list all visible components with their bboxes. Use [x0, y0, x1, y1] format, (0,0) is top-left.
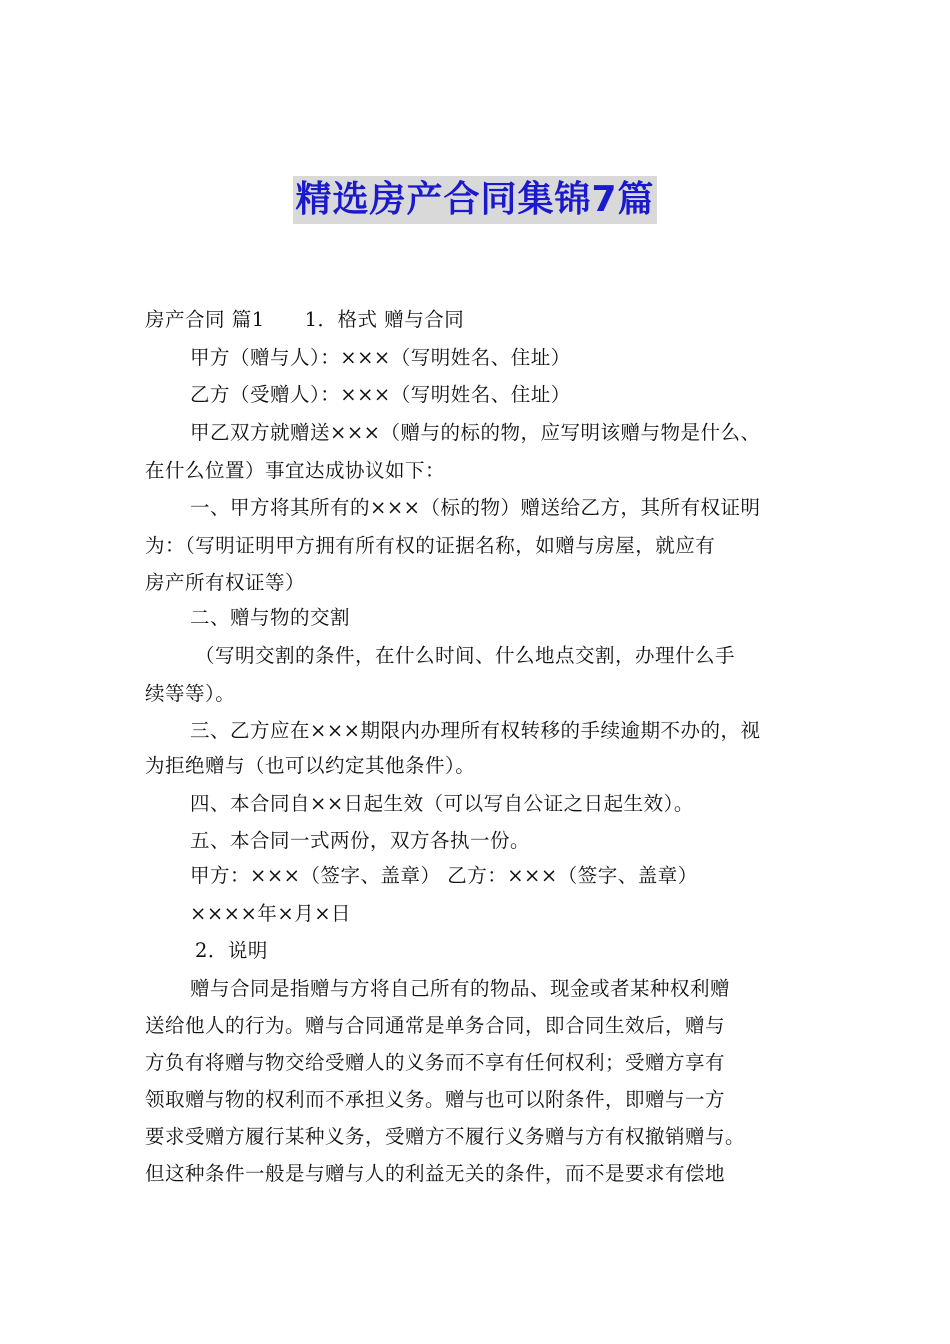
paragraph-line: 乙方（受赠人）：×××（写明姓名、住址） — [190, 383, 571, 406]
paragraph-line: 五、本合同一式两份，双方各执一份。 — [190, 829, 531, 852]
section-heading: 房产合同 篇1 — [145, 308, 265, 331]
paragraph-line: （写明交割的条件，在什么时间、什么地点交割，办理什么手 — [195, 644, 736, 667]
paragraph-line: 送给他人的行为。赠与合同通常是单务合同，即合同生效后，赠与 — [145, 1014, 726, 1037]
paragraph-line: 一、甲方将其所有的×××（标的物）赠送给乙方，其所有权证明 — [190, 496, 761, 519]
paragraph-line: ××××年×月×日 — [190, 902, 352, 925]
paragraph-line: 甲方（赠与人）：×××（写明姓名、住址） — [190, 346, 571, 369]
paragraph-line — [145, 306, 825, 334]
paragraph-line: 三、乙方应在×××期限内办理所有权转移的手续逾期不办的，视 — [190, 719, 761, 742]
paragraph-line: 续等等）。 — [145, 682, 236, 705]
title-container — [0, 176, 950, 224]
paragraph-line: 领取赠与物的权利而不承担义务。赠与也可以附条件，即赠与一方 — [145, 1088, 726, 1111]
paragraph-line: 二、赠与物的交割 — [190, 606, 351, 629]
paragraph-line: 在什么位置）事宜达成协议如下： — [145, 459, 446, 482]
paragraph-line: 甲方：×××（签字、盖章） 乙方：×××（签字、盖章） — [190, 864, 698, 887]
paragraph-line: 为拒绝赠与（也可以约定其他条件）。 — [145, 754, 476, 777]
paragraph-line: 赠与合同是指赠与方将自己所有的物品、现金或者某种权利赠 — [190, 977, 731, 1000]
paragraph-line: 但这种条件一般是与赠与人的利益无关的条件，而不是要求有偿地 — [145, 1162, 726, 1185]
document-title: 精选房产合同集锦7篇 — [293, 176, 656, 224]
subsection-heading: 1．格式 赠与合同 — [304, 308, 465, 331]
paragraph-line: 为：（写明证明甲方拥有所有权的证据名称，如赠与房屋，就应有 — [145, 534, 716, 557]
paragraph-line: 四、本合同自××日起生效（可以写自公证之日起生效）。 — [190, 792, 694, 815]
paragraph-line: 2．说明 — [195, 939, 268, 962]
paragraph-line: 方负有将赠与物交给受赠人的义务而不享有任何权利；受赠方享有 — [145, 1051, 726, 1074]
paragraph-line: 要求受赠方履行某种义务，受赠方不履行义务赠与方有权撤销赠与。 — [145, 1125, 746, 1148]
paragraph-line: 甲乙双方就赠送×××（赠与的标的物，应写明该赠与物是什么、 — [190, 421, 761, 444]
paragraph-line: 房产所有权证等） — [145, 571, 306, 594]
